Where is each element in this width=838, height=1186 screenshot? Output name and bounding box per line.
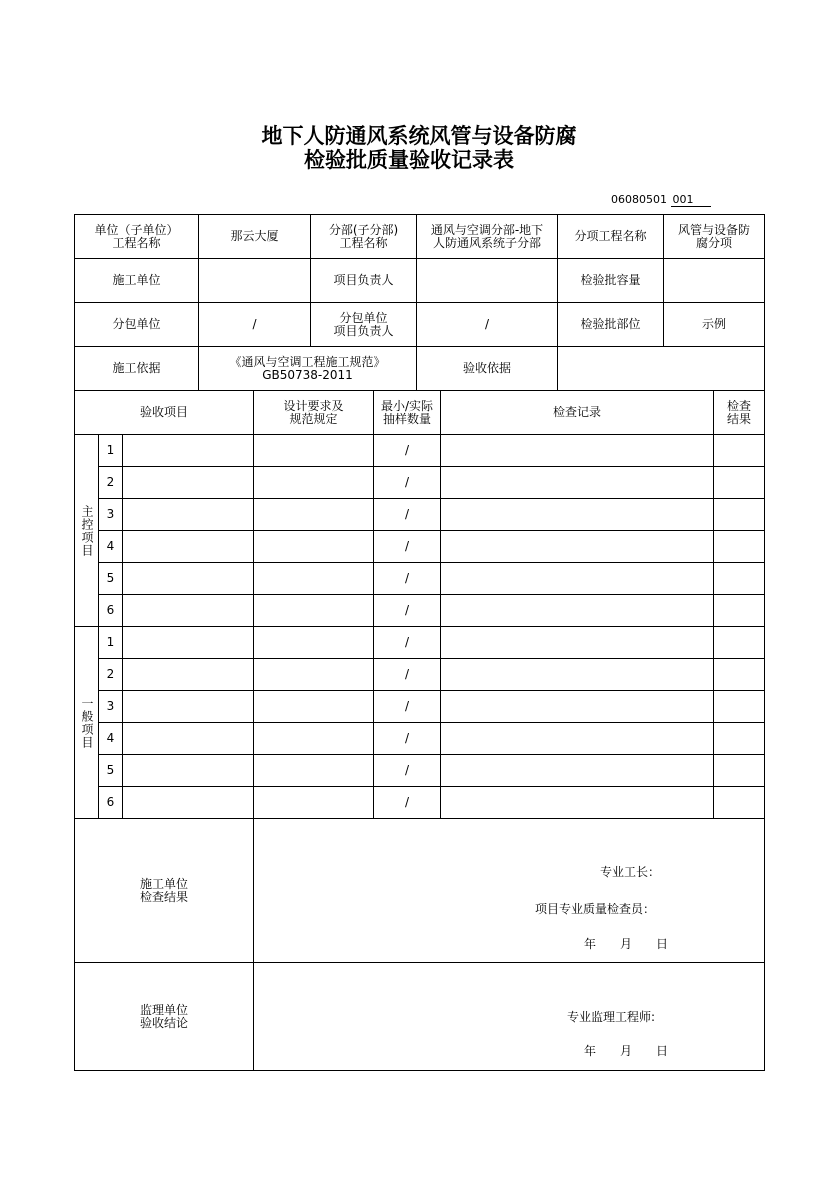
item-name[interactable]: [123, 787, 254, 819]
item-design[interactable]: [254, 627, 374, 659]
item-sample[interactable]: /: [374, 691, 441, 723]
main-group-label: 主控项目: [80, 504, 94, 557]
col-header-design: 设计要求及 规范规定: [254, 391, 374, 435]
item-number: 3: [99, 499, 123, 531]
inspector-label: 项目专业质量检查员：: [535, 902, 656, 916]
item-sample[interactable]: /: [374, 723, 441, 755]
item-record[interactable]: [441, 659, 714, 691]
acceptance-basis-value[interactable]: [558, 347, 765, 391]
table-row: [75, 499, 765, 531]
item-name[interactable]: [123, 723, 254, 755]
item-number: 1: [99, 435, 123, 467]
item-design[interactable]: [254, 563, 374, 595]
item-result[interactable]: [714, 499, 765, 531]
project-manager-value[interactable]: [417, 259, 558, 303]
item-record[interactable]: [441, 499, 714, 531]
batch-location-label: 检验批部位: [558, 303, 664, 347]
table-row: [75, 595, 765, 627]
batch-capacity-value[interactable]: [664, 259, 765, 303]
table-row: [75, 435, 765, 467]
item-number: 6: [99, 787, 123, 819]
sub-project-manager-label: 分包单位 项目负责人: [311, 303, 417, 347]
item-sample[interactable]: /: [374, 659, 441, 691]
item-number: 2: [99, 659, 123, 691]
general-group-label: 一般项目: [80, 696, 94, 749]
main-group-cell: [75, 435, 99, 627]
table-row: [75, 723, 765, 755]
acceptance-basis-label: 验收依据: [417, 347, 558, 391]
col-header-sample: 最小/实际 抽样数量: [374, 391, 441, 435]
item-name[interactable]: [123, 755, 254, 787]
item-sample[interactable]: /: [374, 531, 441, 563]
item-name[interactable]: [123, 691, 254, 723]
col-header-item: 验收项目: [75, 391, 254, 435]
item-number: 3: [99, 691, 123, 723]
supervisor-date: 年 月 日: [584, 1044, 669, 1058]
item-record[interactable]: [441, 531, 714, 563]
item-sample[interactable]: /: [374, 499, 441, 531]
item-number: 4: [99, 723, 123, 755]
item-record[interactable]: [441, 787, 714, 819]
item-design[interactable]: [254, 787, 374, 819]
item-number: 5: [99, 755, 123, 787]
item-design[interactable]: [254, 595, 374, 627]
item-record[interactable]: [441, 435, 714, 467]
col-header-result: 检查 结果: [714, 391, 765, 435]
item-sample[interactable]: /: [374, 467, 441, 499]
item-result[interactable]: [714, 531, 765, 563]
item-design[interactable]: [254, 755, 374, 787]
item-result[interactable]: [714, 787, 765, 819]
subcontractor-value[interactable]: /: [199, 303, 311, 347]
item-result[interactable]: [714, 595, 765, 627]
item-record[interactable]: [441, 755, 714, 787]
item-number: 4: [99, 531, 123, 563]
item-record[interactable]: [441, 691, 714, 723]
item-design[interactable]: [254, 499, 374, 531]
table-row: [75, 659, 765, 691]
item-record[interactable]: [441, 723, 714, 755]
item-result[interactable]: [714, 755, 765, 787]
item-result[interactable]: [714, 691, 765, 723]
subcontractor-label: 分包单位: [75, 303, 199, 347]
item-design[interactable]: [254, 435, 374, 467]
item-design[interactable]: [254, 467, 374, 499]
title-line-1: 地下人防通风系统风管与设备防腐: [261, 123, 577, 148]
subitem-name-value[interactable]: 风管与设备防 腐分项: [664, 215, 765, 259]
inspection-form-table: [74, 214, 765, 1071]
builder-value[interactable]: [199, 259, 311, 303]
item-record[interactable]: [441, 563, 714, 595]
form-code-suffix: 001: [671, 193, 711, 207]
foreman-label: 专业工长：: [600, 865, 661, 879]
item-sample[interactable]: /: [374, 595, 441, 627]
table-row: [75, 755, 765, 787]
sub-project-manager-value[interactable]: /: [417, 303, 558, 347]
item-design[interactable]: [254, 691, 374, 723]
item-sample[interactable]: /: [374, 787, 441, 819]
table-row: [75, 563, 765, 595]
item-result[interactable]: [714, 723, 765, 755]
table-row: [75, 691, 765, 723]
item-name[interactable]: [123, 467, 254, 499]
item-record[interactable]: [441, 467, 714, 499]
item-sample[interactable]: /: [374, 563, 441, 595]
item-result[interactable]: [714, 627, 765, 659]
item-sample[interactable]: /: [374, 755, 441, 787]
item-result[interactable]: [714, 467, 765, 499]
item-name[interactable]: [123, 563, 254, 595]
col-header-record: 检查记录: [441, 391, 714, 435]
item-name[interactable]: [123, 627, 254, 659]
item-number: 1: [99, 627, 123, 659]
title-line-2: 检验批质量验收记录表: [304, 147, 514, 172]
form-code-number: 06080501: [611, 193, 667, 206]
item-design[interactable]: [254, 723, 374, 755]
construction-basis-label: 施工依据: [75, 347, 199, 391]
builder-date: 年 月 日: [584, 937, 669, 951]
form-code: [611, 193, 711, 207]
table-row: [75, 787, 765, 819]
item-number: 6: [99, 595, 123, 627]
construction-basis-value[interactable]: 《通风与空调工程施工规范》 GB50738-2011: [199, 347, 417, 391]
division-name-value[interactable]: 通风与空调分部-地下 人防通风系统子分部: [417, 215, 558, 259]
item-sample[interactable]: /: [374, 435, 441, 467]
item-record[interactable]: [441, 627, 714, 659]
item-number: 5: [99, 563, 123, 595]
division-name-label: 分部(子分部) 工程名称: [311, 215, 417, 259]
project-manager-label: 项目负责人: [311, 259, 417, 303]
item-record[interactable]: [441, 595, 714, 627]
item-design[interactable]: [254, 531, 374, 563]
subitem-name-label: 分项工程名称: [558, 215, 664, 259]
table-row: [75, 627, 765, 659]
item-name[interactable]: [123, 435, 254, 467]
item-name[interactable]: [123, 499, 254, 531]
table-row: [75, 531, 765, 563]
supervisor-check-label: 监理单位 验收结论: [75, 963, 254, 1071]
item-name[interactable]: [123, 595, 254, 627]
item-result[interactable]: [714, 659, 765, 691]
table-row: [75, 467, 765, 499]
supervisor-check-area[interactable]: [254, 963, 765, 1071]
item-number: 2: [99, 467, 123, 499]
unit-name-label: 单位（子单位） 工程名称: [75, 215, 199, 259]
builder-label: 施工单位: [75, 259, 199, 303]
batch-location-value[interactable]: 示例: [664, 303, 765, 347]
builder-check-label: 施工单位 检查结果: [75, 819, 254, 963]
item-result[interactable]: [714, 563, 765, 595]
item-result[interactable]: [714, 435, 765, 467]
supervising-engineer-label: 专业监理工程师:: [567, 1010, 656, 1024]
batch-capacity-label: 检验批容量: [558, 259, 664, 303]
unit-name-value[interactable]: 那云大厦: [199, 215, 311, 259]
builder-check-area[interactable]: [254, 819, 765, 963]
item-sample[interactable]: /: [374, 627, 441, 659]
item-design[interactable]: [254, 659, 374, 691]
general-group-cell: [75, 627, 99, 819]
item-name[interactable]: [123, 531, 254, 563]
item-name[interactable]: [123, 659, 254, 691]
